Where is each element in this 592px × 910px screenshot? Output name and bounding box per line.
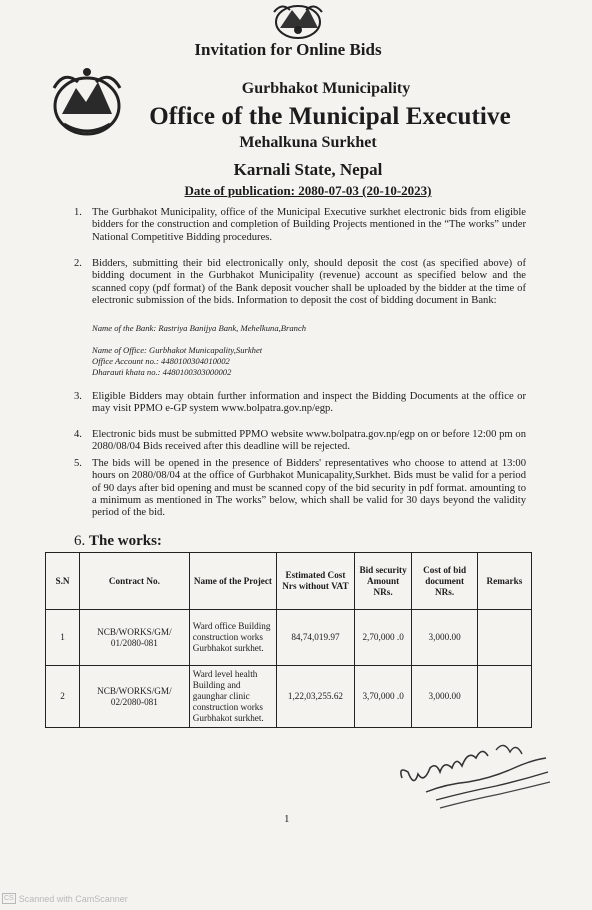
- item-text: Eligible Bidders may obtain further information and inspect the Bidding Documents at the office or may visit PPMO e-GP system www.bolpatra.gov.np/egp.: [92, 391, 526, 415]
- notice-item-2: [74, 258, 526, 307]
- table-row: [46, 610, 532, 666]
- header-estimated-cost: Estimated Cost Nrs without VAT: [277, 553, 355, 610]
- bank-name: Name of the Bank: Rastriya Banijya Bank, Mehelkuna,Branch: [92, 323, 307, 333]
- item-number: 3.: [74, 391, 82, 402]
- works-table: [45, 552, 532, 728]
- nepal-emblem-top: [262, 0, 334, 40]
- header-project-name: Name of the Project: [189, 553, 276, 610]
- item-number: 5.: [74, 458, 82, 469]
- item-text: Electronic bids must be submitted PPMO website www.bolpatra.gov.np/egp on or before 12:00 pm on 2080/08/04 Bids received after this deadline will be rejected.: [92, 429, 526, 453]
- cell-doc-cost: 3,000.00: [412, 666, 477, 728]
- works-title: The works:: [89, 533, 162, 549]
- cell-project-name: Ward office Building construction works Gurbhakot surkhet.: [189, 610, 276, 666]
- works-heading: [74, 533, 162, 550]
- header-contract-no: Contract No.: [79, 553, 189, 610]
- cell-estimated-cost: 84,74,019.97: [277, 610, 355, 666]
- header-bid-security: Bid security Amount NRs.: [354, 553, 412, 610]
- header-doc-cost: Cost of bid document NRs.: [412, 553, 477, 610]
- table-row: [46, 666, 532, 728]
- cell-project-name: Ward level health Building and gaunghar clinic construction works Gurbhakot surkhet.: [189, 666, 276, 728]
- cell-bid-security: 3,70,000 .0: [354, 666, 412, 728]
- notice-item-3: [74, 391, 526, 416]
- publication-date: Date of publication: 2080-07-03 (20-10-2023): [184, 183, 432, 198]
- item-text: The Gurbhakot Municipality, office of the Municipal Executive surkhet electronic bids from eligible bidders for the construction and completion of Building Projects mentioned in the “The works” under National Competitive Bidding procedures.: [92, 207, 526, 243]
- notice-item-5: [74, 458, 526, 519]
- item-number: 2.: [74, 258, 82, 269]
- notice-item-4: [74, 429, 526, 454]
- bank-dharauti-account: Dharauti khata no.: 4480100303000002: [92, 367, 232, 377]
- cell-remarks: [477, 610, 531, 666]
- cell-sn: 2: [46, 666, 80, 728]
- cell-estimated-cost: 1,22,03,255.62: [277, 666, 355, 728]
- camscanner-logo-icon: CS: [4, 895, 14, 902]
- cell-remarks: [477, 666, 531, 728]
- bank-office-name: Name of Office: Gurbhakot Municapality,Surkhet: [92, 345, 263, 355]
- municipality-name: Gurbhakot Municipality: [241, 80, 411, 97]
- office-location: Mehalkuna Surkhet: [239, 134, 377, 151]
- item-number: 1.: [74, 207, 82, 218]
- office-name: Office of the Municipal Executive: [149, 103, 511, 130]
- header-remarks: Remarks: [477, 553, 531, 610]
- item-text: Bidders, submitting their bid electronically only, should deposit the cost (as specified above) of bidding document in the Gurbhakot Municipality (revenue) account as specified below and the scanned copy (pdf format) of the Bank deposit voucher shall be uploaded by the bidder at the time of electronic submission of the bids. Information to deposit the cost of bidding document in Bank:: [92, 258, 526, 306]
- cell-bid-security: 2,70,000 .0: [354, 610, 412, 666]
- works-number: 6.: [74, 533, 86, 549]
- scanner-watermark: [2, 893, 128, 904]
- cell-contract-no: NCB/WORKS/GM/ 02/2080-081: [79, 666, 189, 728]
- cell-sn: 1: [46, 610, 80, 666]
- scanner-text: Scanned with CamScanner: [18, 893, 128, 904]
- item-text: The bids will be opened in the presence of Bidders' representatives who choose to attend at 13:00 hours on 2080/08/04 at the office of Gurbhakot Municapality,Surkhet. Bids must be valid for a period of 90 days after bid opening and must be scanned copy of the bid security in pdf format. amounting to a minimum as mentioned in The works” below, which shall be valid for 30 days beyond the validity period of the bid.: [92, 458, 526, 519]
- invitation-title: Invitation for Online Bids: [194, 40, 382, 59]
- table-header-row: [46, 553, 532, 610]
- header-sn: S.N: [46, 553, 80, 610]
- handwritten-signature: [396, 738, 556, 814]
- cell-contract-no: NCB/WORKS/GM/ 01/2080-081: [79, 610, 189, 666]
- item-number: 4.: [74, 429, 82, 440]
- notice-item-1: [74, 207, 526, 244]
- state-name: Karnali State, Nepal: [233, 160, 383, 179]
- cell-doc-cost: 3,000.00: [412, 610, 477, 666]
- page-number: 1: [284, 813, 290, 825]
- bank-office-account: Office Account no.: 4480100304010002: [92, 356, 230, 366]
